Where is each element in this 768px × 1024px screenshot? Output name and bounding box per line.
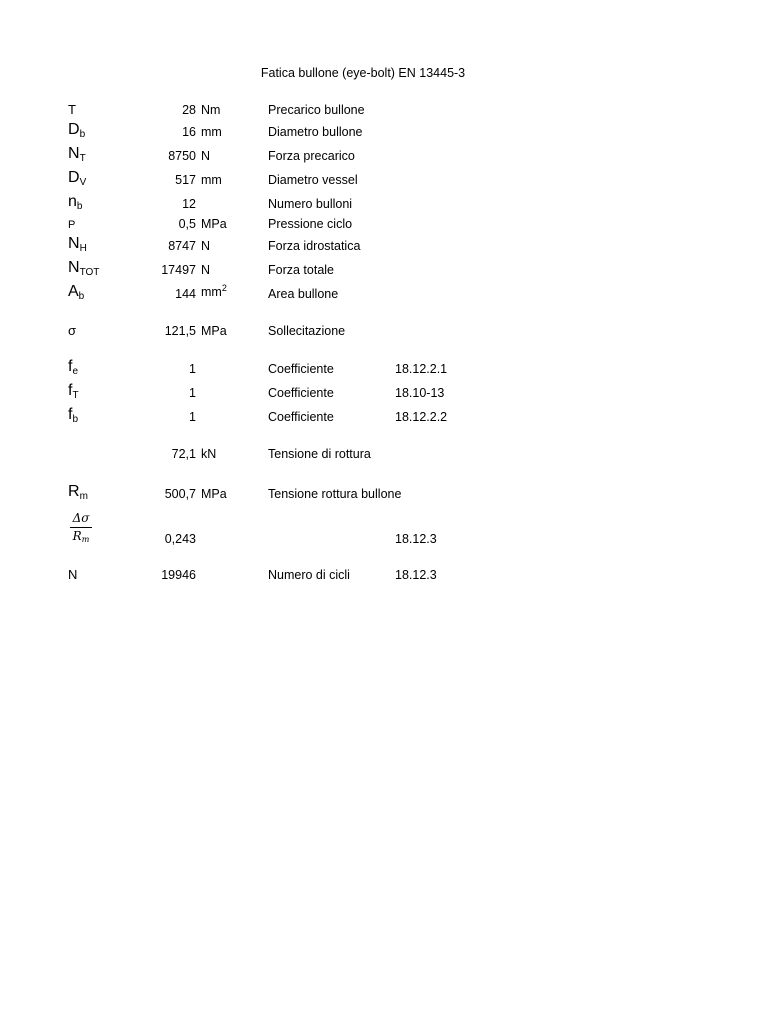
reference: 18.12.2.1 xyxy=(395,362,448,376)
symbol: N xyxy=(68,567,78,582)
table-row xyxy=(0,143,768,167)
reference: 18.10-13 xyxy=(395,386,445,400)
description: Precarico bullone xyxy=(268,103,365,117)
value: 1 xyxy=(189,410,196,424)
unit: mm xyxy=(201,125,222,139)
value: 16 xyxy=(182,125,196,139)
value: 12 xyxy=(182,197,196,211)
table-row xyxy=(0,211,768,235)
description: Numero bulloni xyxy=(268,197,353,211)
value: 19946 xyxy=(161,568,196,582)
symbol: $N_{TOT}$ xyxy=(68,259,100,278)
table-row xyxy=(0,356,768,380)
value: 144 xyxy=(175,287,196,301)
table-row xyxy=(0,167,768,191)
value: 28 xyxy=(182,103,196,117)
page-title: Fatica bullone (eye-bolt) EN 13445-3 xyxy=(260,66,466,80)
table-row xyxy=(0,562,768,586)
value: 0,5 xyxy=(178,217,196,231)
description: Numero di cicli xyxy=(268,568,350,582)
symbol: $f_T$ xyxy=(68,382,79,401)
value: 1 xyxy=(189,386,196,400)
value: 17497 xyxy=(161,263,196,277)
reference: 18.12.3 xyxy=(395,532,437,546)
symbol: $D_V$ xyxy=(68,169,87,188)
value: 121,5 xyxy=(164,324,196,338)
description: Area bullone xyxy=(268,287,339,301)
value: 72,1 xyxy=(171,447,196,461)
table-row xyxy=(0,441,768,465)
unit: Nm xyxy=(201,103,221,117)
value: 517 xyxy=(175,173,196,187)
table-row xyxy=(0,233,768,257)
symbol: $A_b$ xyxy=(68,283,85,302)
symbol: $D_b$ xyxy=(68,121,86,140)
unit: MPa xyxy=(201,324,227,338)
unit: mm xyxy=(201,173,222,187)
symbol: $f_e$ xyxy=(68,358,79,377)
table-row xyxy=(0,257,768,281)
value: 1 xyxy=(189,362,196,376)
unit: MPa xyxy=(201,487,227,501)
description: Tensione di rottura xyxy=(268,447,371,461)
unit: N xyxy=(201,149,211,163)
symbol: σ xyxy=(68,323,77,338)
table-row xyxy=(0,404,768,428)
symbol: $R_m$ xyxy=(68,483,88,502)
unit: MPa xyxy=(201,217,227,231)
description: Coefficiente xyxy=(268,410,334,424)
description: Forza idrostatica xyxy=(268,239,361,253)
symbol: $N_H$ xyxy=(68,235,87,254)
reference: 18.12.2.2 xyxy=(395,410,448,424)
fraction-numerator: Δσ xyxy=(70,510,92,528)
description: Diametro bullone xyxy=(268,125,363,139)
value: 0,243 xyxy=(164,532,196,546)
unit: kN xyxy=(201,447,217,461)
table-row xyxy=(0,481,768,505)
symbol: $N_T$ xyxy=(68,145,86,164)
table-row xyxy=(0,119,768,143)
symbol: P xyxy=(68,219,76,231)
description: Coefficiente xyxy=(268,386,334,400)
unit: N xyxy=(201,239,211,253)
symbol: T xyxy=(68,102,76,117)
reference: 18.12.3 xyxy=(395,568,437,582)
description: Coefficiente xyxy=(268,362,334,376)
description: Tensione rottura bullone xyxy=(268,487,402,501)
value: 8747 xyxy=(168,239,196,253)
table-row xyxy=(0,281,768,305)
symbol: $n_b$ xyxy=(68,193,83,212)
unit: N xyxy=(201,263,211,277)
table-row xyxy=(0,380,768,404)
table-row xyxy=(0,97,768,121)
description: Forza totale xyxy=(268,263,335,277)
symbol: $f_b$ xyxy=(68,406,79,425)
unit: $mm^2$ xyxy=(201,283,227,299)
description: Pressione ciclo xyxy=(268,217,353,231)
description: Sollecitazione xyxy=(268,324,346,338)
description: Diametro vessel xyxy=(268,173,358,187)
table-row xyxy=(0,526,768,550)
table-row xyxy=(0,318,768,342)
description: Forza precarico xyxy=(268,149,355,163)
value: 8750 xyxy=(168,149,196,163)
value: 500,7 xyxy=(164,487,196,501)
fraction-denominator: $R_m$ xyxy=(72,529,90,544)
